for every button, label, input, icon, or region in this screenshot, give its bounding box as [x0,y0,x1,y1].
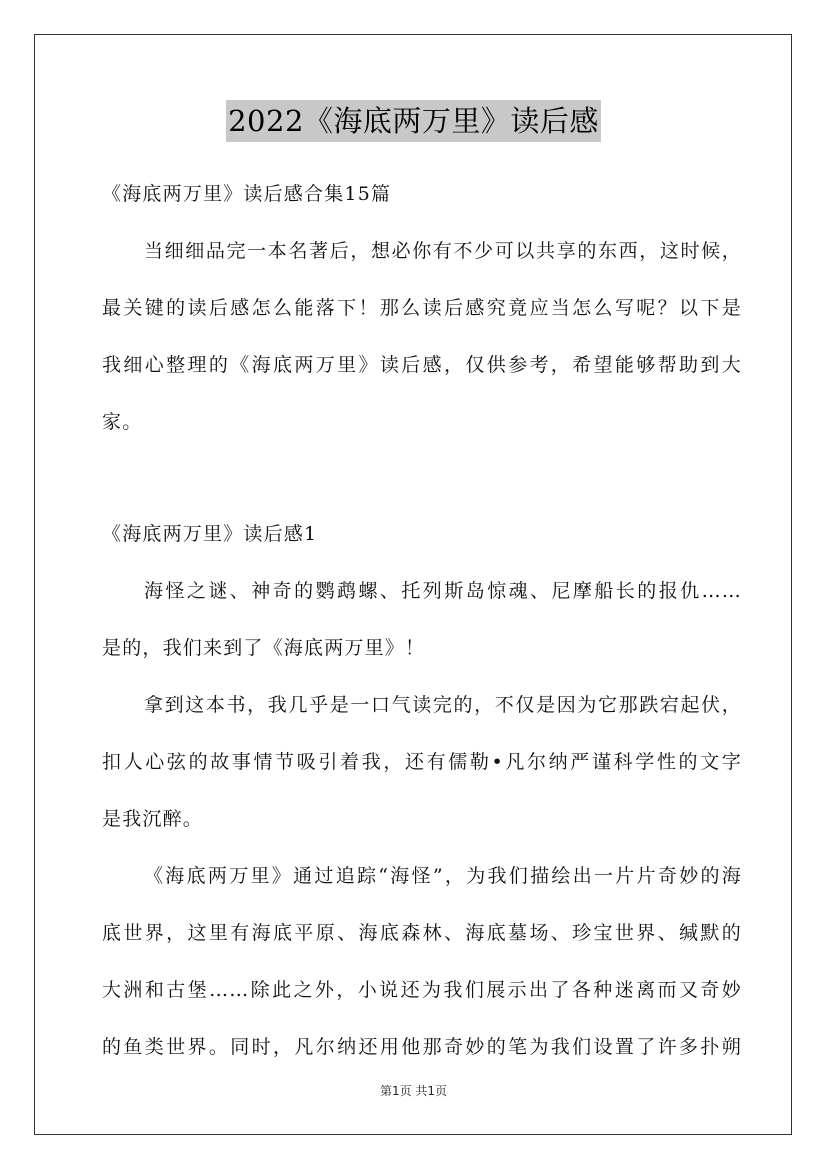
paragraph-line[interactable]: 拿到这本书，我几乎是一口气读完的，不仅是因为它那跌宕起伏， [144,694,742,716]
paragraph-line[interactable]: 大洲和古堡……除此之外，小说还为我们展示出了各种迷离而又奇妙 [102,979,742,1001]
intro-line[interactable]: 最关键的读后感怎么能落下！那么读后感究竟应当怎么写呢？以下是 [102,297,742,319]
section-heading[interactable]: 《海底两万里》读后感1 [102,523,318,545]
paragraph-line[interactable]: 《海底两万里》通过追踪“海怪”，为我们描绘出一片片奇妙的海 [144,865,742,887]
paragraph-line[interactable]: 是的，我们来到了《海底两万里》！ [102,637,426,659]
subtitle[interactable]: 《海底两万里》读后感合集15篇 [102,183,392,205]
paragraph-line[interactable]: 扣人心弦的故事情节吸引着我，还有儒勒•凡尔纳严谨科学性的文字 [102,751,742,773]
paragraph-line[interactable]: 海怪之谜、神奇的鹦鹉螺、托列斯岛惊魂、尼摩船长的报仇…… [144,580,742,602]
page-footer: 第1页 共1页 [379,1084,448,1098]
intro-line[interactable]: 当细细品完一本名著后，想必你有不少可以共享的东西，这时候， [144,240,742,262]
title-container [0,100,827,142]
paragraph-line[interactable]: 的鱼类世界。同时，凡尔纳还用他那奇妙的笔为我们设置了许多扑朔 [102,1036,742,1058]
document-body [102,166,742,1076]
intro-line[interactable]: 家。 [102,411,143,433]
paragraph-line[interactable]: 是我沉醉。 [102,808,204,830]
paragraph-line[interactable]: 底世界，这里有海底平原、海底森林、海底墓场、珍宝世界、缄默的 [102,922,742,944]
intro-line[interactable]: 我细心整理的《海底两万里》读后感，仅供参考，希望能够帮助到大 [102,354,742,376]
section-gap [102,451,742,506]
document-title[interactable]: 2022《海底两万里》读后感 [226,100,601,142]
